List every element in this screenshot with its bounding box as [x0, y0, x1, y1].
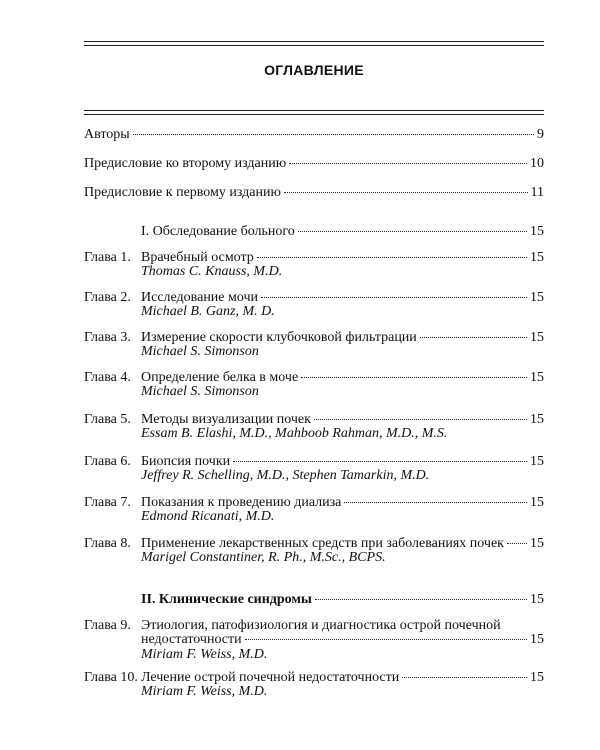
leader-dots — [420, 337, 527, 338]
toc-page-number: 15 — [530, 330, 544, 345]
chapter-title: Исследование мочи — [141, 290, 259, 305]
chapter-authors: Marigel Constantiner, R. Ph., M.Sc., BCPS. — [141, 550, 386, 565]
chapter-authors: Michael S. Simonson — [141, 384, 259, 399]
chapter-authors: Edmond Ricanati, M.D. — [141, 509, 275, 524]
toc-chapter-2[interactable] — [84, 290, 544, 324]
page-title: ОГЛАВЛЕНИЕ — [264, 62, 364, 78]
title-double-rule — [84, 110, 544, 115]
chapter-authors: Miriam F. Weiss, M.D. — [141, 647, 268, 662]
toc-entry-text: Предисловие ко второму изданию — [84, 156, 287, 171]
leader-dots — [344, 502, 527, 503]
toc-page-number: 15 — [530, 224, 544, 239]
toc-chapter-5[interactable] — [84, 412, 544, 446]
chapter-label: Глава 2. — [84, 290, 131, 305]
toc-chapter-4[interactable] — [84, 370, 544, 404]
toc-page-number: 15 — [530, 370, 544, 385]
leader-dots — [301, 377, 527, 378]
chapter-title: Определение белка в моче — [141, 370, 299, 385]
leader-dots — [257, 257, 527, 258]
part-title: II. Клинические синдромы — [141, 592, 312, 607]
leader-dots — [133, 134, 534, 135]
chapter-title: Врачебный осмотр — [141, 250, 254, 265]
chapter-title: Лечение острой почечной недостаточности — [141, 670, 400, 685]
leader-dots — [245, 639, 527, 640]
chapter-title-line-2: недостаточности — [141, 632, 242, 647]
chapter-label: Глава 7. — [84, 495, 131, 510]
chapter-label: Глава 3. — [84, 330, 131, 345]
chapter-title: Биопсия почки — [141, 454, 231, 469]
toc-chapter-7[interactable] — [84, 495, 544, 529]
chapter-label: Глава 8. — [84, 536, 131, 551]
toc-chapter-8[interactable] — [84, 536, 544, 570]
toc-page-number: 15 — [530, 536, 544, 551]
toc-page-number: 15 — [530, 592, 544, 607]
toc-chapter-3[interactable] — [84, 330, 544, 364]
toc-chapter-6[interactable] — [84, 454, 544, 488]
leader-dots — [233, 461, 527, 462]
chapter-title: Методы визуализации почек — [141, 412, 311, 427]
part-title: I. Обследование больного — [141, 224, 295, 239]
chapter-title-line — [141, 632, 544, 648]
chapter-authors: Michael B. Ganz, M. D. — [141, 304, 275, 319]
leader-dots — [261, 297, 527, 298]
toc-page-number: 9 — [537, 127, 544, 142]
toc-entry-preface-second[interactable] — [84, 156, 544, 172]
toc-part-2[interactable] — [141, 592, 544, 608]
toc-page-number: 15 — [530, 454, 544, 469]
leader-dots — [314, 419, 527, 420]
chapter-authors: Michael S. Simonson — [141, 344, 259, 359]
chapter-title-line-1: Этиология, патофизиология и диагностика острой почечной — [141, 618, 501, 633]
chapter-title: Измерение скорости клубочковой фильтрации — [141, 330, 417, 345]
chapter-label: Глава 9. — [84, 618, 131, 633]
leader-dots — [507, 543, 527, 544]
chapter-title: Показания к проведению диализа — [141, 495, 342, 510]
chapter-label: Глава 1. — [84, 250, 131, 265]
chapter-label: Глава 5. — [84, 412, 131, 427]
toc-page-number: 10 — [530, 156, 544, 171]
leader-dots — [289, 163, 527, 164]
chapter-label: Глава 10. — [84, 670, 138, 685]
toc-chapter-1[interactable] — [84, 250, 544, 284]
toc-part-1[interactable] — [141, 224, 544, 240]
chapter-authors: Miriam F. Weiss, M.D. — [141, 684, 268, 699]
chapter-authors: Essam B. Elashi, M.D., Mahboob Rahman, M.D., M.S. — [141, 426, 448, 441]
toc-page-number: 15 — [530, 290, 544, 305]
toc-page-number: 15 — [530, 670, 544, 685]
toc-page-number: 15 — [530, 632, 544, 647]
chapter-label: Глава 4. — [84, 370, 131, 385]
toc-page-number: 15 — [530, 250, 544, 265]
toc-page-number: 15 — [530, 412, 544, 427]
leader-dots — [298, 231, 527, 232]
toc-entry-text: Предисловие к первому изданию — [84, 185, 281, 200]
leader-dots — [315, 599, 527, 600]
chapter-title: Применение лекарственных средств при заболеваниях почек — [141, 536, 504, 551]
toc-chapter-9[interactable] — [84, 618, 544, 666]
toc-page-number: 11 — [530, 185, 544, 200]
chapter-authors: Thomas C. Knauss, M.D. — [141, 264, 283, 279]
leader-dots — [402, 677, 527, 678]
toc-chapter-10[interactable] — [84, 670, 544, 704]
leader-dots — [284, 192, 528, 193]
toc-entry-authors[interactable] — [84, 127, 544, 143]
chapter-label: Глава 6. — [84, 454, 131, 469]
toc-entry-preface-first[interactable] — [84, 185, 544, 201]
chapter-authors: Jeffrey R. Schelling, M.D., Stephen Tamarkin, M.D. — [141, 468, 430, 483]
toc-entry-text: Авторы — [84, 127, 130, 142]
toc-page-number: 15 — [530, 495, 544, 510]
top-double-rule — [84, 41, 544, 46]
